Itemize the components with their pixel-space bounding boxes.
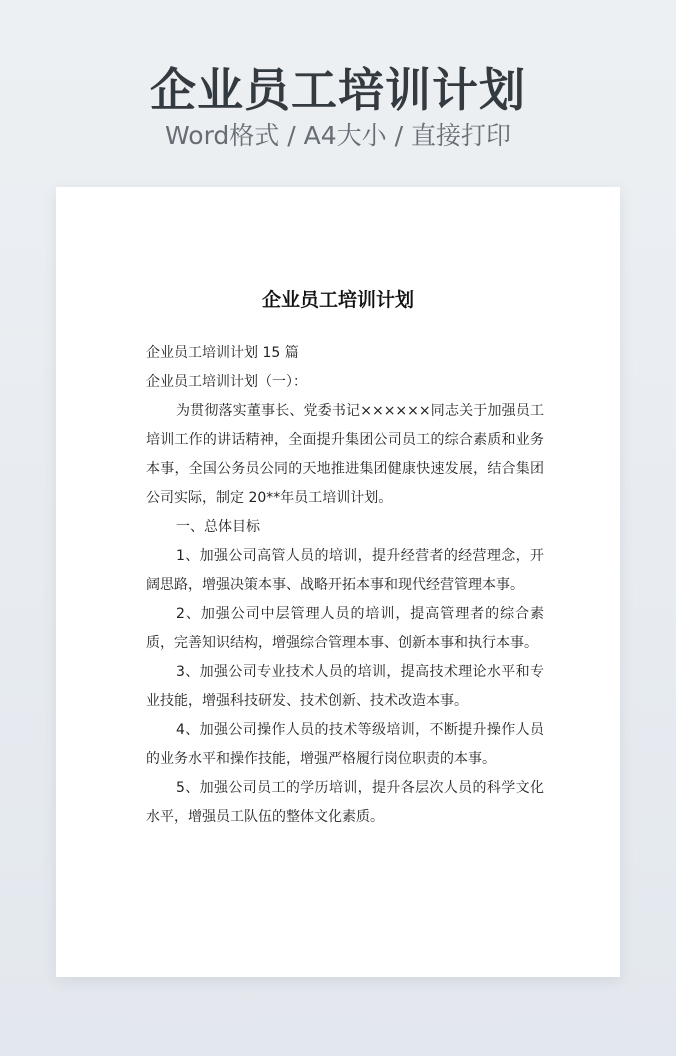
goal-heading: 一、总体目标 <box>176 519 260 535</box>
goal-item-3: 3、加强公司专业技术人员的培训，提高技术理论水平和专业技能，增强科技研发、技术创新、技术改造本事。 <box>146 664 544 709</box>
intro-paragraph: 为贯彻落实董事长、党委书记××××××同志关于加强员工培训工作的讲话精神，全面提升集团公司员工的综合素质和业务本事，全国公务员公同的天地推进集团健康快速发展，结合集团公司实际，制定 20**年员工培训计划。 <box>146 403 544 506</box>
goal-item-1: 1、加强公司高管人员的培训，提升经营者的经营理念，开阔思路，增强决策本事、战略开拓本事和现代经营管理本事。 <box>146 548 544 593</box>
document-body <box>146 339 544 832</box>
document-page <box>56 187 620 977</box>
document-section-heading: 企业员工培训计划（一）： <box>146 374 307 390</box>
goal-item-5: 5、加强公司员工的学历培训，提升各层次人员的科学文化水平，增强员工队伍的整体文化素质。 <box>146 780 544 825</box>
hero-banner <box>0 0 676 186</box>
document-title: 企业员工培训计划 <box>261 289 414 311</box>
hero-title: 企业员工培训计划 <box>150 63 526 117</box>
goal-item-4: 4、加强公司操作人员的技术等级培训，不断提升操作人员的业务水平和操作技能，增强严格履行岗位职责的本事。 <box>146 722 544 767</box>
hero-subtitle: Word格式 / A4大小 / 直接打印 <box>165 121 511 150</box>
document-subheading: 企业员工培训计划 15 篇 <box>146 345 299 361</box>
goal-item-2: 2、加强公司中层管理人员的培训，提高管理者的综合素质，完善知识结构，增强综合管理本事、创新本事和执行本事。 <box>146 606 544 651</box>
